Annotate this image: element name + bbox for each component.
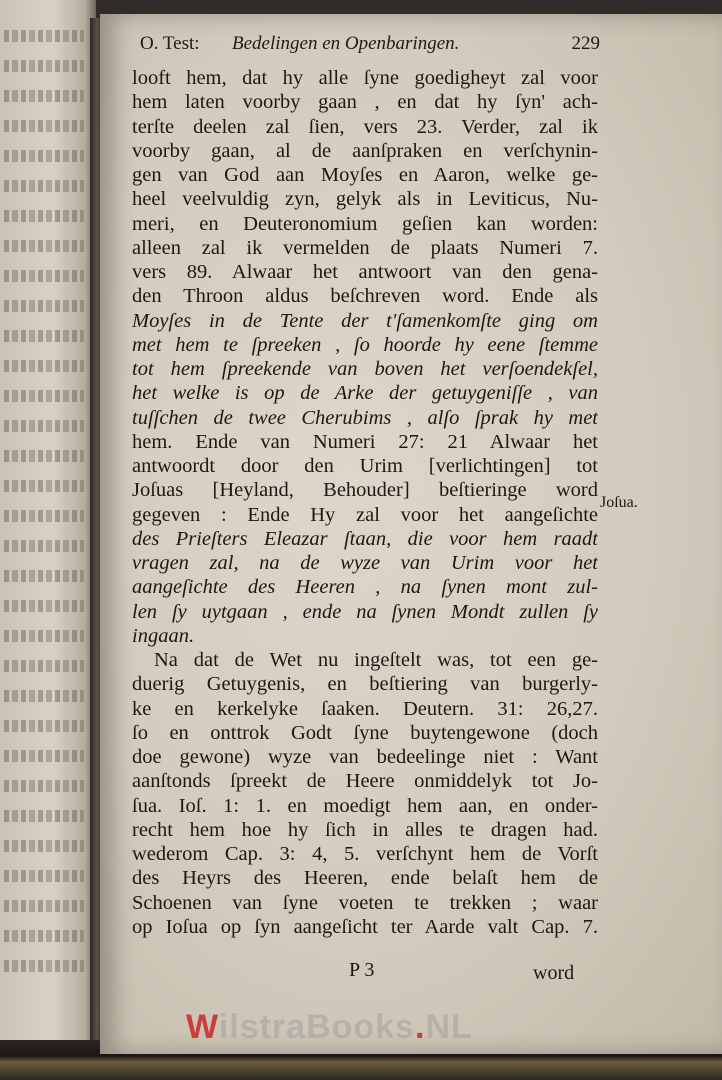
facing-page-text-fragment — [4, 60, 84, 72]
facing-page-text-fragment — [4, 810, 84, 822]
watermark-tld: NL — [425, 1008, 473, 1046]
running-head-section: O. Test: — [140, 33, 200, 54]
facing-page-text-fragment — [4, 300, 84, 312]
facing-page-text-fragment — [4, 330, 84, 342]
text-line: hem. Ende van Numeri 27: 21 Alwaar het — [132, 430, 598, 453]
text-line: aangeſichte des Heeren , na ſynen mont zul- — [132, 576, 598, 599]
text-line: vers 89. Alwaar het antwoort van den gena- — [132, 261, 598, 283]
facing-page-text-fragment — [4, 390, 84, 402]
facing-page-text-fragment — [4, 180, 84, 192]
text-line: ſua. Ioſ. 1: 1. en moedigt hem aan, en onder- — [132, 794, 598, 817]
text-line: Na dat de Wet nu ingeſtelt was, tot een ge- — [154, 649, 598, 671]
text-line: terſte deelen zal ſien, vers 23. Verder, zal ik — [132, 115, 598, 138]
facing-page-text-fragment — [4, 150, 84, 162]
text-line: recht hem hoe hy ſich in alles te dragen had. — [132, 818, 598, 841]
text-line: op Ioſua op ſyn aangeſicht ter Aarde valt Cap. 7. — [132, 915, 598, 938]
facing-page-text-fragment — [4, 480, 84, 492]
text-line: doe gewone) wyze van bedeelinge niet : Want — [132, 746, 598, 768]
margin-note: Joſua. — [600, 494, 638, 511]
text-line: het welke is op de Arke der getuygeniſſe , van — [132, 382, 598, 405]
facing-page-text-fragment — [4, 960, 84, 972]
facing-page-text-fragment — [4, 600, 84, 612]
watermark-name: ilstraBooks — [218, 1008, 415, 1046]
text-line: duerig Getuygenis, en beſtiering van burgerly- — [132, 673, 598, 696]
text-line: des Heyrs des Heeren, ende belaſt hem de — [132, 867, 598, 890]
text-line: ingaan. — [132, 624, 195, 647]
watermark-dot: . — [414, 1008, 426, 1046]
facing-page-text-fragment — [4, 750, 84, 762]
facing-page-text-fragment — [4, 630, 84, 642]
text-line: looft hem, dat hy alle ſyne goedigheyt zal voor — [132, 67, 598, 89]
text-line: Joſuas [Heyland, Behouder] beſtieringe word — [132, 479, 598, 502]
text-line: gegeven : Ende Hy zal voor het aangeſichte — [132, 503, 598, 526]
text-line: des Prieſters Eleazar ſtaan, die voor hem raadt — [132, 527, 598, 550]
facing-page-text-fragment — [4, 540, 84, 552]
facing-page-text-fragment — [4, 120, 84, 132]
watermark-logo — [186, 1008, 546, 1048]
text-line: meri, en Deuteronomium geſien kan worden: — [132, 212, 598, 235]
facing-page-text-fragment — [4, 240, 84, 252]
text-line: Moyſes in de Tente der t'ſamenkomſte ging om — [132, 309, 598, 332]
running-head-title: Bedelingen en Openbaringen. — [232, 33, 460, 54]
signature-mark: P 3 — [349, 959, 375, 981]
facing-page-text-fragment — [4, 900, 84, 912]
text-line: wederom Cap. 3: 4, 5. verſchynt hem de Vorſt — [132, 843, 598, 865]
text-line: heel veelvuldig zyn, gelyk als in Leviticus, Nu- — [132, 188, 598, 211]
text-line: len ſy uytgaan , ende na ſynen Mondt zullen ſy — [132, 600, 598, 623]
body-text — [132, 66, 598, 939]
facing-page-text-fragment — [4, 90, 84, 102]
facing-page-text-fragment — [4, 570, 84, 582]
facing-page-text-fragment — [4, 30, 84, 42]
facing-page-text-fragment — [4, 270, 84, 282]
text-line: met hem te ſpreeken , ſo hoorde hy eene ſtemme — [132, 333, 598, 356]
facing-page-edge — [0, 0, 96, 1040]
text-line: den Throon aldus beſchreven word. Ende als — [132, 285, 598, 308]
facing-page-text-fragment — [4, 690, 84, 702]
facing-page-text-fragment — [4, 660, 84, 672]
text-line: ſo en onttrok Godt ſyne buytengewone (doch — [132, 721, 598, 744]
facing-page-text-fragment — [4, 450, 84, 462]
facing-page-text-fragment — [4, 780, 84, 792]
facing-page-text-fragment — [4, 930, 84, 942]
catchword: word — [533, 962, 575, 984]
text-line: hem laten voorby gaan , en dat hy ſyn' ach- — [132, 91, 598, 114]
text-line: tuſſchen de twee Cherubims , alſo ſprak hy met — [132, 406, 598, 429]
text-line: alleen zal ik vermelden de plaats Numeri 7. — [132, 236, 598, 259]
facing-page-text-fragment — [4, 510, 84, 522]
text-line: antwoordt door den Urim [verlichtingen] tot — [132, 455, 598, 477]
facing-page-text-fragment — [4, 210, 84, 222]
page-number: 229 — [571, 33, 600, 54]
text-line: aanſtonds ſpreekt de Heere onmiddelyk tot Jo- — [132, 770, 598, 793]
facing-page-text-fragment — [4, 360, 84, 372]
text-line: vragen zal, na de wyze van Urim voor het — [132, 552, 598, 574]
text-line: tot hem ſpreekende van boven het verſoendekſel, — [132, 358, 598, 380]
text-line: gen van God aan Moyſes en Aaron, welke ge- — [132, 164, 598, 186]
facing-page-text-fragment — [4, 720, 84, 732]
watermark-initial: W — [186, 1008, 219, 1046]
text-line: ke en kerkelyke ſaaken. Deutern. 31: 26,27. — [132, 697, 598, 720]
text-line: voorby gaan, al de aanſpraken en verſchynin- — [132, 139, 598, 162]
facing-page-text-fragment — [4, 870, 84, 882]
text-line: Schoenen van ſyne voeten te trekken ; waar — [132, 891, 598, 914]
facing-page-text-fragment — [4, 840, 84, 852]
facing-page-text-fragment — [4, 420, 84, 432]
running-head — [140, 33, 600, 61]
